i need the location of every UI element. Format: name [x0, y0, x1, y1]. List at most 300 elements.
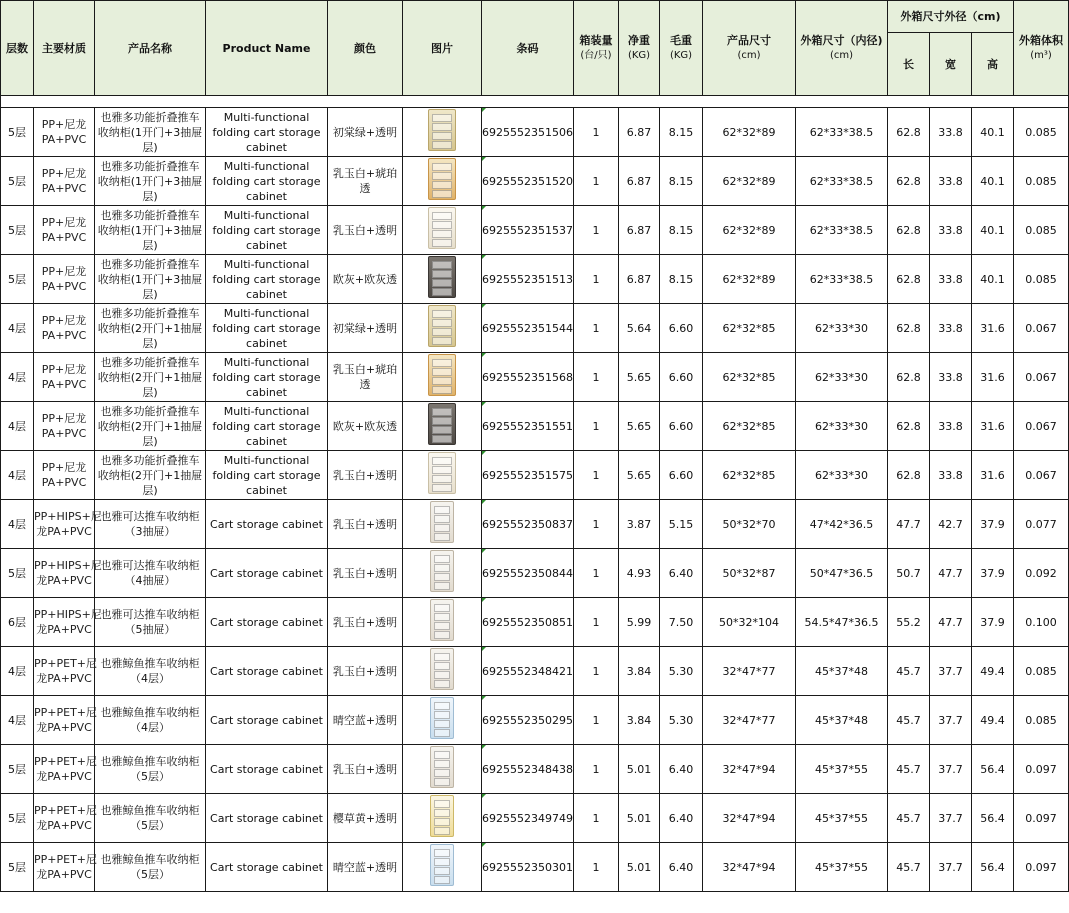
cell-product-name-en[interactable]: Cart storage cabinet [206, 598, 328, 647]
cell-material[interactable]: PP+尼龙PA+PVC [34, 402, 95, 451]
cell-barcode[interactable]: 6925552350844 [482, 549, 574, 598]
cell-net-weight[interactable]: 3.87 [619, 500, 660, 549]
product-thumbnail[interactable] [430, 795, 454, 837]
cell-pack-qty[interactable]: 1 [574, 304, 619, 353]
cell-volume[interactable]: 0.085 [1014, 255, 1069, 304]
cell-length[interactable]: 50.7 [888, 549, 930, 598]
cell-layers[interactable]: 5层 [1, 108, 34, 157]
cell-pack-qty[interactable]: 1 [574, 549, 619, 598]
cell-material[interactable]: PP+尼龙PA+PVC [34, 255, 95, 304]
cell-product-size[interactable]: 62*32*89 [703, 108, 796, 157]
cell-barcode[interactable]: 6925552351513 [482, 255, 574, 304]
cell-color[interactable]: 乳玉白+透明 [328, 451, 403, 500]
cell-product-name-cn[interactable]: 也雅鲸鱼推车收纳柜（4层） [95, 696, 206, 745]
cell-barcode[interactable]: 6925552350851 [482, 598, 574, 647]
cell-product-name-en[interactable]: Cart storage cabinet [206, 696, 328, 745]
cell-product-size[interactable]: 62*32*85 [703, 353, 796, 402]
cell-barcode[interactable]: 6925552351506 [482, 108, 574, 157]
cell-product-size[interactable]: 62*32*85 [703, 402, 796, 451]
cell-image[interactable] [403, 108, 482, 157]
cell-layers[interactable]: 5层 [1, 206, 34, 255]
table-row[interactable] [1, 696, 1069, 745]
cell-gross-weight[interactable]: 5.30 [660, 696, 703, 745]
cell-net-weight[interactable]: 5.01 [619, 745, 660, 794]
cell-net-weight[interactable]: 6.87 [619, 255, 660, 304]
cell-volume[interactable]: 0.085 [1014, 647, 1069, 696]
cell-height[interactable]: 56.4 [972, 843, 1014, 892]
cell-image[interactable] [403, 745, 482, 794]
cell-product-name-cn[interactable]: 也雅鲸鱼推车收纳柜（5层） [95, 745, 206, 794]
table-row[interactable] [1, 549, 1069, 598]
cell-product-name-cn[interactable]: 也雅鲸鱼推车收纳柜（5层） [95, 794, 206, 843]
cell-net-weight[interactable]: 3.84 [619, 647, 660, 696]
table-row[interactable] [1, 108, 1069, 157]
cell-image[interactable] [403, 304, 482, 353]
cell-carton-inner[interactable]: 62*33*30 [796, 402, 888, 451]
cell-color[interactable]: 乳玉白+透明 [328, 647, 403, 696]
product-thumbnail[interactable] [428, 256, 456, 298]
cell-width[interactable]: 33.8 [930, 353, 972, 402]
cell-carton-inner[interactable]: 62*33*38.5 [796, 206, 888, 255]
cell-width[interactable]: 37.7 [930, 745, 972, 794]
cell-barcode[interactable]: 6925552350295 [482, 696, 574, 745]
product-thumbnail[interactable] [430, 844, 454, 886]
table-row[interactable] [1, 304, 1069, 353]
product-thumbnail[interactable] [430, 550, 454, 592]
table-row[interactable] [1, 255, 1069, 304]
cell-material[interactable]: PP+尼龙PA+PVC [34, 451, 95, 500]
cell-image[interactable] [403, 157, 482, 206]
cell-height[interactable]: 37.9 [972, 549, 1014, 598]
cell-pack-qty[interactable]: 1 [574, 696, 619, 745]
cell-length[interactable]: 62.8 [888, 353, 930, 402]
cell-product-name-en[interactable]: Cart storage cabinet [206, 647, 328, 696]
cell-image[interactable] [403, 255, 482, 304]
product-thumbnail[interactable] [430, 501, 454, 543]
cell-net-weight[interactable]: 5.01 [619, 794, 660, 843]
cell-volume[interactable]: 0.092 [1014, 549, 1069, 598]
cell-color[interactable]: 乳玉白+透明 [328, 598, 403, 647]
cell-product-name-en[interactable]: Multi-functional folding cart storage cabinet [206, 304, 328, 353]
product-thumbnail[interactable] [428, 354, 456, 396]
cell-material[interactable]: PP+尼龙PA+PVC [34, 304, 95, 353]
cell-gross-weight[interactable]: 6.40 [660, 549, 703, 598]
cell-gross-weight[interactable]: 6.60 [660, 451, 703, 500]
cell-image[interactable] [403, 598, 482, 647]
cell-image[interactable] [403, 549, 482, 598]
cell-length[interactable]: 47.7 [888, 500, 930, 549]
cell-color[interactable]: 乳玉白+透明 [328, 206, 403, 255]
cell-gross-weight[interactable]: 8.15 [660, 206, 703, 255]
cell-carton-inner[interactable]: 45*37*48 [796, 647, 888, 696]
cell-color[interactable]: 乳玉白+琥珀透 [328, 353, 403, 402]
cell-barcode[interactable]: 6925552350837 [482, 500, 574, 549]
cell-gross-weight[interactable]: 6.60 [660, 402, 703, 451]
product-thumbnail[interactable] [428, 452, 456, 494]
cell-volume[interactable]: 0.097 [1014, 843, 1069, 892]
cell-barcode[interactable]: 6925552348421 [482, 647, 574, 696]
cell-material[interactable]: PP+HIPS+尼龙PA+PVC [34, 598, 95, 647]
cell-product-name-cn[interactable]: 也雅多功能折叠推车收纳柜(2开门+1抽屉层) [95, 304, 206, 353]
cell-layers[interactable]: 5层 [1, 255, 34, 304]
cell-product-name-en[interactable]: Cart storage cabinet [206, 843, 328, 892]
cell-net-weight[interactable]: 6.87 [619, 206, 660, 255]
cell-length[interactable]: 55.2 [888, 598, 930, 647]
cell-product-size[interactable]: 32*47*94 [703, 745, 796, 794]
cell-product-size[interactable]: 62*32*85 [703, 451, 796, 500]
col-header-barcode[interactable] [482, 1, 574, 96]
cell-image[interactable] [403, 647, 482, 696]
cell-height[interactable]: 56.4 [972, 745, 1014, 794]
cell-pack-qty[interactable]: 1 [574, 108, 619, 157]
cell-layers[interactable]: 5层 [1, 794, 34, 843]
cell-length[interactable]: 62.8 [888, 157, 930, 206]
cell-layers[interactable]: 4层 [1, 647, 34, 696]
product-thumbnail[interactable] [428, 158, 456, 200]
cell-barcode[interactable]: 6925552351551 [482, 402, 574, 451]
cell-width[interactable]: 33.8 [930, 451, 972, 500]
cell-image[interactable] [403, 451, 482, 500]
cell-gross-weight[interactable]: 5.30 [660, 647, 703, 696]
table-row[interactable] [1, 451, 1069, 500]
cell-product-name-en[interactable]: Multi-functional folding cart storage cabinet [206, 402, 328, 451]
cell-color[interactable]: 晴空蓝+透明 [328, 696, 403, 745]
cell-height[interactable]: 40.1 [972, 255, 1014, 304]
cell-color[interactable]: 乳玉白+透明 [328, 549, 403, 598]
col-header-height[interactable] [972, 33, 1014, 96]
cell-barcode[interactable]: 6925552350301 [482, 843, 574, 892]
cell-layers[interactable]: 5层 [1, 745, 34, 794]
cell-width[interactable]: 42.7 [930, 500, 972, 549]
cell-width[interactable]: 33.8 [930, 402, 972, 451]
cell-layers[interactable]: 6层 [1, 598, 34, 647]
cell-gross-weight[interactable]: 8.15 [660, 108, 703, 157]
cell-height[interactable]: 37.9 [972, 500, 1014, 549]
col-header-product-size[interactable] [703, 1, 796, 96]
cell-carton-inner[interactable]: 47*42*36.5 [796, 500, 888, 549]
cell-gross-weight[interactable]: 5.15 [660, 500, 703, 549]
col-header-width[interactable] [930, 33, 972, 96]
cell-material[interactable]: PP+PET+尼龙PA+PVC [34, 794, 95, 843]
cell-color[interactable]: 樱草黄+透明 [328, 794, 403, 843]
cell-product-name-en[interactable]: Multi-functional folding cart storage cabinet [206, 353, 328, 402]
cell-length[interactable]: 62.8 [888, 451, 930, 500]
cell-net-weight[interactable]: 5.65 [619, 402, 660, 451]
cell-pack-qty[interactable]: 1 [574, 402, 619, 451]
cell-layers[interactable]: 5层 [1, 157, 34, 206]
cell-volume[interactable]: 0.097 [1014, 794, 1069, 843]
col-header-color[interactable] [328, 1, 403, 96]
product-thumbnail[interactable] [428, 109, 456, 151]
cell-product-size[interactable]: 32*47*77 [703, 647, 796, 696]
cell-carton-inner[interactable]: 54.5*47*36.5 [796, 598, 888, 647]
cell-volume[interactable]: 0.085 [1014, 696, 1069, 745]
cell-pack-qty[interactable]: 1 [574, 451, 619, 500]
cell-net-weight[interactable]: 5.01 [619, 843, 660, 892]
cell-volume[interactable]: 0.077 [1014, 500, 1069, 549]
cell-carton-inner[interactable]: 45*37*55 [796, 843, 888, 892]
cell-pack-qty[interactable]: 1 [574, 255, 619, 304]
cell-material[interactable]: PP+HIPS+尼龙PA+PVC [34, 500, 95, 549]
cell-volume[interactable]: 0.085 [1014, 157, 1069, 206]
cell-carton-inner[interactable]: 45*37*48 [796, 696, 888, 745]
table-row[interactable] [1, 402, 1069, 451]
col-header-carton-outer-group[interactable] [888, 1, 1014, 33]
cell-image[interactable] [403, 402, 482, 451]
cell-width[interactable]: 33.8 [930, 157, 972, 206]
cell-width[interactable]: 47.7 [930, 549, 972, 598]
cell-product-name-en[interactable]: Cart storage cabinet [206, 500, 328, 549]
cell-material[interactable]: PP+PET+尼龙PA+PVC [34, 696, 95, 745]
cell-net-weight[interactable]: 5.65 [619, 353, 660, 402]
cell-pack-qty[interactable]: 1 [574, 598, 619, 647]
cell-color[interactable]: 乳玉白+琥珀透 [328, 157, 403, 206]
table-row[interactable] [1, 745, 1069, 794]
cell-gross-weight[interactable]: 8.15 [660, 255, 703, 304]
cell-width[interactable]: 33.8 [930, 255, 972, 304]
cell-carton-inner[interactable]: 62*33*38.5 [796, 157, 888, 206]
cell-image[interactable] [403, 794, 482, 843]
table-row[interactable] [1, 206, 1069, 255]
cell-color[interactable]: 乳玉白+透明 [328, 745, 403, 794]
product-thumbnail[interactable] [430, 648, 454, 690]
product-thumbnail[interactable] [430, 746, 454, 788]
cell-pack-qty[interactable]: 1 [574, 353, 619, 402]
cell-barcode[interactable]: 6925552349749 [482, 794, 574, 843]
cell-layers[interactable]: 5层 [1, 843, 34, 892]
cell-pack-qty[interactable]: 1 [574, 206, 619, 255]
cell-height[interactable]: 31.6 [972, 451, 1014, 500]
table-row[interactable] [1, 353, 1069, 402]
cell-layers[interactable]: 4层 [1, 402, 34, 451]
cell-product-size[interactable]: 62*32*89 [703, 206, 796, 255]
cell-image[interactable] [403, 353, 482, 402]
cell-gross-weight[interactable]: 8.15 [660, 157, 703, 206]
table-row[interactable] [1, 794, 1069, 843]
col-header-image[interactable] [403, 1, 482, 96]
cell-product-name-en[interactable]: Cart storage cabinet [206, 745, 328, 794]
cell-height[interactable]: 40.1 [972, 157, 1014, 206]
cell-product-name-en[interactable]: Multi-functional folding cart storage cabinet [206, 157, 328, 206]
cell-product-name-cn[interactable]: 也雅多功能折叠推车收纳柜(1开门+3抽屉层) [95, 108, 206, 157]
cell-net-weight[interactable]: 5.64 [619, 304, 660, 353]
cell-carton-inner[interactable]: 62*33*30 [796, 304, 888, 353]
cell-length[interactable]: 45.7 [888, 794, 930, 843]
cell-length[interactable]: 62.8 [888, 402, 930, 451]
col-header-length[interactable] [888, 33, 930, 96]
cell-carton-inner[interactable]: 50*47*36.5 [796, 549, 888, 598]
cell-material[interactable]: PP+尼龙PA+PVC [34, 206, 95, 255]
cell-width[interactable]: 37.7 [930, 794, 972, 843]
cell-barcode[interactable]: 6925552351544 [482, 304, 574, 353]
cell-color[interactable]: 欧灰+欧灰透 [328, 255, 403, 304]
cell-width[interactable]: 47.7 [930, 598, 972, 647]
table-row[interactable] [1, 843, 1069, 892]
cell-layers[interactable]: 4层 [1, 500, 34, 549]
cell-material[interactable]: PP+尼龙PA+PVC [34, 353, 95, 402]
cell-volume[interactable]: 0.085 [1014, 206, 1069, 255]
cell-product-size[interactable]: 32*47*94 [703, 843, 796, 892]
product-thumbnail[interactable] [428, 207, 456, 249]
cell-pack-qty[interactable]: 1 [574, 500, 619, 549]
cell-gross-weight[interactable]: 6.40 [660, 843, 703, 892]
cell-barcode[interactable]: 6925552348438 [482, 745, 574, 794]
cell-product-name-cn[interactable]: 也雅鲸鱼推车收纳柜（5层） [95, 843, 206, 892]
cell-length[interactable]: 45.7 [888, 745, 930, 794]
cell-gross-weight[interactable]: 6.40 [660, 745, 703, 794]
cell-height[interactable]: 56.4 [972, 794, 1014, 843]
cell-length[interactable]: 62.8 [888, 304, 930, 353]
cell-layers[interactable]: 4层 [1, 696, 34, 745]
cell-height[interactable]: 49.4 [972, 696, 1014, 745]
cell-product-name-en[interactable]: Multi-functional folding cart storage cabinet [206, 108, 328, 157]
cell-carton-inner[interactable]: 62*33*30 [796, 451, 888, 500]
cell-layers[interactable]: 4层 [1, 304, 34, 353]
cell-color[interactable]: 乳玉白+透明 [328, 500, 403, 549]
cell-carton-inner[interactable]: 62*33*30 [796, 353, 888, 402]
cell-product-name-cn[interactable]: 也雅多功能折叠推车收纳柜(1开门+3抽屉层) [95, 157, 206, 206]
cell-product-size[interactable]: 50*32*87 [703, 549, 796, 598]
cell-product-name-cn[interactable]: 也雅多功能折叠推车收纳柜(1开门+3抽屉层) [95, 206, 206, 255]
cell-width[interactable]: 37.7 [930, 647, 972, 696]
cell-barcode[interactable]: 6925552351520 [482, 157, 574, 206]
cell-pack-qty[interactable]: 1 [574, 745, 619, 794]
cell-product-name-cn[interactable]: 也雅多功能折叠推车收纳柜(2开门+1抽屉层) [95, 353, 206, 402]
cell-carton-inner[interactable]: 62*33*38.5 [796, 108, 888, 157]
cell-product-size[interactable]: 32*47*77 [703, 696, 796, 745]
table-row[interactable] [1, 647, 1069, 696]
cell-barcode[interactable]: 6925552351568 [482, 353, 574, 402]
cell-product-name-en[interactable]: Multi-functional folding cart storage cabinet [206, 451, 328, 500]
cell-height[interactable]: 40.1 [972, 108, 1014, 157]
cell-net-weight[interactable]: 5.65 [619, 451, 660, 500]
col-header-volume[interactable] [1014, 1, 1069, 96]
cell-height[interactable]: 31.6 [972, 304, 1014, 353]
cell-net-weight[interactable]: 3.84 [619, 696, 660, 745]
cell-width[interactable]: 33.8 [930, 206, 972, 255]
cell-material[interactable]: PP+尼龙PA+PVC [34, 157, 95, 206]
cell-color[interactable]: 欧灰+欧灰透 [328, 402, 403, 451]
cell-layers[interactable]: 4层 [1, 353, 34, 402]
cell-product-size[interactable]: 62*32*89 [703, 157, 796, 206]
cell-width[interactable]: 37.7 [930, 843, 972, 892]
cell-pack-qty[interactable]: 1 [574, 843, 619, 892]
cell-volume[interactable]: 0.067 [1014, 304, 1069, 353]
cell-width[interactable]: 37.7 [930, 696, 972, 745]
table-row[interactable] [1, 157, 1069, 206]
cell-volume[interactable]: 0.097 [1014, 745, 1069, 794]
cell-gross-weight[interactable]: 6.60 [660, 304, 703, 353]
product-thumbnail[interactable] [430, 697, 454, 739]
cell-product-size[interactable]: 62*32*89 [703, 255, 796, 304]
cell-gross-weight[interactable]: 6.60 [660, 353, 703, 402]
cell-product-name-cn[interactable]: 也雅可达推车收纳柜（5抽屉） [95, 598, 206, 647]
col-header-material[interactable] [34, 1, 95, 96]
cell-pack-qty[interactable]: 1 [574, 157, 619, 206]
cell-volume[interactable]: 0.085 [1014, 108, 1069, 157]
cell-product-name-cn[interactable]: 也雅多功能折叠推车收纳柜(1开门+3抽屉层) [95, 255, 206, 304]
cell-carton-inner[interactable]: 62*33*38.5 [796, 255, 888, 304]
product-thumbnail[interactable] [428, 305, 456, 347]
cell-product-name-cn[interactable]: 也雅多功能折叠推车收纳柜(2开门+1抽屉层) [95, 402, 206, 451]
product-thumbnail[interactable] [428, 403, 456, 445]
cell-material[interactable]: PP+PET+尼龙PA+PVC [34, 843, 95, 892]
cell-height[interactable]: 31.6 [972, 402, 1014, 451]
cell-net-weight[interactable]: 6.87 [619, 157, 660, 206]
cell-gross-weight[interactable]: 7.50 [660, 598, 703, 647]
cell-color[interactable]: 初棠绿+透明 [328, 108, 403, 157]
cell-product-name-en[interactable]: Multi-functional folding cart storage cabinet [206, 255, 328, 304]
cell-product-name-cn[interactable]: 也雅可达推车收纳柜（4抽屉） [95, 549, 206, 598]
cell-height[interactable]: 31.6 [972, 353, 1014, 402]
cell-material[interactable]: PP+尼龙PA+PVC [34, 108, 95, 157]
cell-product-name-cn[interactable]: 也雅可达推车收纳柜（3抽屉） [95, 500, 206, 549]
cell-height[interactable]: 49.4 [972, 647, 1014, 696]
cell-product-size[interactable]: 32*47*94 [703, 794, 796, 843]
table-row[interactable] [1, 598, 1069, 647]
cell-product-size[interactable]: 50*32*70 [703, 500, 796, 549]
col-header-layers[interactable] [1, 1, 34, 96]
product-thumbnail[interactable] [430, 599, 454, 641]
col-header-product-name-cn[interactable] [95, 1, 206, 96]
cell-carton-inner[interactable]: 45*37*55 [796, 745, 888, 794]
cell-length[interactable]: 62.8 [888, 206, 930, 255]
cell-length[interactable]: 45.7 [888, 647, 930, 696]
cell-layers[interactable]: 5层 [1, 549, 34, 598]
col-header-carton-inner[interactable] [796, 1, 888, 96]
table-row[interactable] [1, 500, 1069, 549]
cell-product-name-en[interactable]: Multi-functional folding cart storage cabinet [206, 206, 328, 255]
cell-net-weight[interactable]: 4.93 [619, 549, 660, 598]
cell-width[interactable]: 33.8 [930, 108, 972, 157]
cell-product-name-cn[interactable]: 也雅鲸鱼推车收纳柜（4层） [95, 647, 206, 696]
cell-product-size[interactable]: 62*32*85 [703, 304, 796, 353]
cell-product-name-cn[interactable]: 也雅多功能折叠推车收纳柜(2开门+1抽屉层) [95, 451, 206, 500]
cell-net-weight[interactable]: 6.87 [619, 108, 660, 157]
cell-product-size[interactable]: 50*32*104 [703, 598, 796, 647]
cell-volume[interactable]: 0.067 [1014, 451, 1069, 500]
cell-gross-weight[interactable]: 6.40 [660, 794, 703, 843]
cell-carton-inner[interactable]: 45*37*55 [796, 794, 888, 843]
cell-pack-qty[interactable]: 1 [574, 647, 619, 696]
cell-material[interactable]: PP+HIPS+尼龙PA+PVC [34, 549, 95, 598]
cell-net-weight[interactable]: 5.99 [619, 598, 660, 647]
col-header-gross-weight[interactable] [660, 1, 703, 96]
cell-volume[interactable]: 0.067 [1014, 353, 1069, 402]
col-header-product-name-en[interactable] [206, 1, 328, 96]
cell-image[interactable] [403, 206, 482, 255]
cell-image[interactable] [403, 843, 482, 892]
cell-height[interactable]: 37.9 [972, 598, 1014, 647]
cell-barcode[interactable]: 6925552351575 [482, 451, 574, 500]
cell-barcode[interactable]: 6925552351537 [482, 206, 574, 255]
cell-image[interactable] [403, 696, 482, 745]
cell-length[interactable]: 45.7 [888, 696, 930, 745]
cell-image[interactable] [403, 500, 482, 549]
cell-material[interactable]: PP+PET+尼龙PA+PVC [34, 745, 95, 794]
col-header-pack-qty[interactable] [574, 1, 619, 96]
cell-volume[interactable]: 0.067 [1014, 402, 1069, 451]
cell-material[interactable]: PP+PET+尼龙PA+PVC [34, 647, 95, 696]
cell-pack-qty[interactable]: 1 [574, 794, 619, 843]
cell-product-name-en[interactable]: Cart storage cabinet [206, 794, 328, 843]
cell-color[interactable]: 晴空蓝+透明 [328, 843, 403, 892]
cell-length[interactable]: 45.7 [888, 843, 930, 892]
cell-volume[interactable]: 0.100 [1014, 598, 1069, 647]
cell-height[interactable]: 40.1 [972, 206, 1014, 255]
cell-layers[interactable]: 4层 [1, 451, 34, 500]
col-header-net-weight[interactable] [619, 1, 660, 96]
